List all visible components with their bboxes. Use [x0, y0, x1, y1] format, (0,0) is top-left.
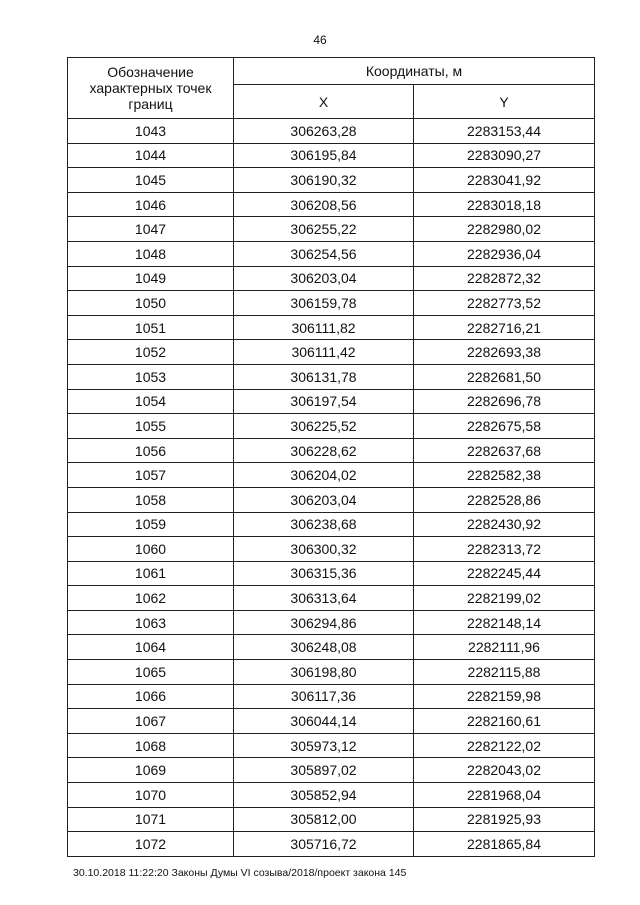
y-coordinate-cell: 2282980,02 [414, 217, 595, 242]
x-coordinate-cell: 305716,72 [234, 832, 414, 857]
point-id-cell: 1061 [68, 561, 234, 586]
table-row [68, 192, 595, 217]
y-coordinate-cell: 2281968,04 [414, 783, 595, 808]
y-coordinate-cell: 2282582,38 [414, 463, 595, 488]
table-row [68, 340, 595, 365]
point-id-cell: 1050 [68, 291, 234, 316]
table-row [68, 143, 595, 168]
table-row [68, 315, 595, 340]
table-row [68, 783, 595, 808]
y-coordinate-cell: 2282773,52 [414, 291, 595, 316]
point-id-cell: 1067 [68, 709, 234, 734]
point-id-cell: 1071 [68, 807, 234, 832]
x-coordinate-cell: 306203,04 [234, 266, 414, 291]
x-coordinate-cell: 306313,64 [234, 586, 414, 611]
table-row [68, 561, 595, 586]
x-coordinate-cell: 306255,22 [234, 217, 414, 242]
x-coordinate-cell: 306131,78 [234, 364, 414, 389]
table-row [68, 438, 595, 463]
point-id-cell: 1065 [68, 660, 234, 685]
x-coordinate-cell: 306190,32 [234, 168, 414, 193]
point-id-cell: 1056 [68, 438, 234, 463]
y-coordinate-cell: 2282313,72 [414, 537, 595, 562]
point-id-cell: 1047 [68, 217, 234, 242]
table-row [68, 512, 595, 537]
x-coordinate-cell: 306254,56 [234, 241, 414, 266]
y-coordinate-cell: 2283153,44 [414, 119, 595, 144]
x-coordinate-cell: 306208,56 [234, 192, 414, 217]
header-point-designation: Обозначение характерных точек границ [68, 58, 234, 119]
table-row [68, 291, 595, 316]
x-coordinate-cell: 306238,68 [234, 512, 414, 537]
table-row [68, 364, 595, 389]
y-coordinate-cell: 2281925,93 [414, 807, 595, 832]
y-coordinate-cell: 2282043,02 [414, 758, 595, 783]
table-row [68, 733, 595, 758]
point-id-cell: 1052 [68, 340, 234, 365]
y-coordinate-cell: 2282148,14 [414, 610, 595, 635]
page-number: 46 [313, 33, 327, 47]
table-row [68, 217, 595, 242]
x-coordinate-cell: 305852,94 [234, 783, 414, 808]
table-row [68, 241, 595, 266]
table-row [68, 266, 595, 291]
point-id-cell: 1059 [68, 512, 234, 537]
y-coordinate-cell: 2283041,92 [414, 168, 595, 193]
table-row [68, 807, 595, 832]
x-coordinate-cell: 306198,80 [234, 660, 414, 685]
y-coordinate-cell: 2282159,98 [414, 684, 595, 709]
point-id-cell: 1069 [68, 758, 234, 783]
table-row [68, 635, 595, 660]
point-id-cell: 1046 [68, 192, 234, 217]
table-row [68, 709, 595, 734]
x-coordinate-cell: 306228,62 [234, 438, 414, 463]
coordinates-table [67, 57, 595, 857]
table-body [68, 119, 595, 857]
table-row [68, 487, 595, 512]
x-coordinate-cell: 306225,52 [234, 414, 414, 439]
table-row [68, 463, 595, 488]
point-id-cell: 1070 [68, 783, 234, 808]
x-coordinate-cell: 306111,82 [234, 315, 414, 340]
header-y: Y [414, 85, 595, 119]
y-coordinate-cell: 2282245,44 [414, 561, 595, 586]
point-id-cell: 1049 [68, 266, 234, 291]
table-row [68, 389, 595, 414]
x-coordinate-cell: 306197,54 [234, 389, 414, 414]
y-coordinate-cell: 2282693,38 [414, 340, 595, 365]
table-row [68, 832, 595, 857]
x-coordinate-cell: 306117,36 [234, 684, 414, 709]
x-coordinate-cell: 306159,78 [234, 291, 414, 316]
table-row [68, 414, 595, 439]
point-id-cell: 1048 [68, 241, 234, 266]
point-id-cell: 1054 [68, 389, 234, 414]
x-coordinate-cell: 306300,32 [234, 537, 414, 562]
x-coordinate-cell: 306294,86 [234, 610, 414, 635]
y-coordinate-cell: 2282872,32 [414, 266, 595, 291]
table-row [68, 168, 595, 193]
x-coordinate-cell: 305973,12 [234, 733, 414, 758]
y-coordinate-cell: 2282199,02 [414, 586, 595, 611]
x-coordinate-cell: 306315,36 [234, 561, 414, 586]
y-coordinate-cell: 2282936,04 [414, 241, 595, 266]
point-id-cell: 1043 [68, 119, 234, 144]
point-id-cell: 1057 [68, 463, 234, 488]
x-coordinate-cell: 306248,08 [234, 635, 414, 660]
y-coordinate-cell: 2282637,68 [414, 438, 595, 463]
y-coordinate-cell: 2282681,50 [414, 364, 595, 389]
x-coordinate-cell: 306111,42 [234, 340, 414, 365]
point-id-cell: 1068 [68, 733, 234, 758]
point-id-cell: 1060 [68, 537, 234, 562]
x-coordinate-cell: 306044,14 [234, 709, 414, 734]
y-coordinate-cell: 2282115,88 [414, 660, 595, 685]
table-row [68, 758, 595, 783]
point-id-cell: 1044 [68, 143, 234, 168]
table-row [68, 660, 595, 685]
y-coordinate-cell: 2283018,18 [414, 192, 595, 217]
x-coordinate-cell: 305897,02 [234, 758, 414, 783]
table-row [68, 586, 595, 611]
y-coordinate-cell: 2282111,96 [414, 635, 595, 660]
x-coordinate-cell: 306203,04 [234, 487, 414, 512]
point-id-cell: 1053 [68, 364, 234, 389]
x-coordinate-cell: 305812,00 [234, 807, 414, 832]
point-id-cell: 1062 [68, 586, 234, 611]
x-coordinate-cell: 306204,02 [234, 463, 414, 488]
y-coordinate-cell: 2282696,78 [414, 389, 595, 414]
point-id-cell: 1063 [68, 610, 234, 635]
point-id-cell: 1051 [68, 315, 234, 340]
table-row [68, 684, 595, 709]
y-coordinate-cell: 2282528,86 [414, 487, 595, 512]
table-row [68, 610, 595, 635]
point-id-cell: 1066 [68, 684, 234, 709]
y-coordinate-cell: 2282675,58 [414, 414, 595, 439]
footer-stamp: 30.10.2018 11:22:20 Законы Думы VI созыва/2018/проект закона 145 [73, 867, 407, 879]
x-coordinate-cell: 306195,84 [234, 143, 414, 168]
x-coordinate-cell: 306263,28 [234, 119, 414, 144]
y-coordinate-cell: 2282716,21 [414, 315, 595, 340]
table-header [68, 58, 595, 119]
y-coordinate-cell: 2282160,61 [414, 709, 595, 734]
y-coordinate-cell: 2281865,84 [414, 832, 595, 857]
point-id-cell: 1055 [68, 414, 234, 439]
y-coordinate-cell: 2282430,92 [414, 512, 595, 537]
header-x: X [234, 85, 414, 119]
table-row [68, 537, 595, 562]
point-id-cell: 1064 [68, 635, 234, 660]
y-coordinate-cell: 2283090,27 [414, 143, 595, 168]
point-id-cell: 1058 [68, 487, 234, 512]
y-coordinate-cell: 2282122,02 [414, 733, 595, 758]
point-id-cell: 1072 [68, 832, 234, 857]
point-id-cell: 1045 [68, 168, 234, 193]
table-row [68, 119, 595, 144]
header-coordinates: Координаты, м [234, 58, 595, 85]
